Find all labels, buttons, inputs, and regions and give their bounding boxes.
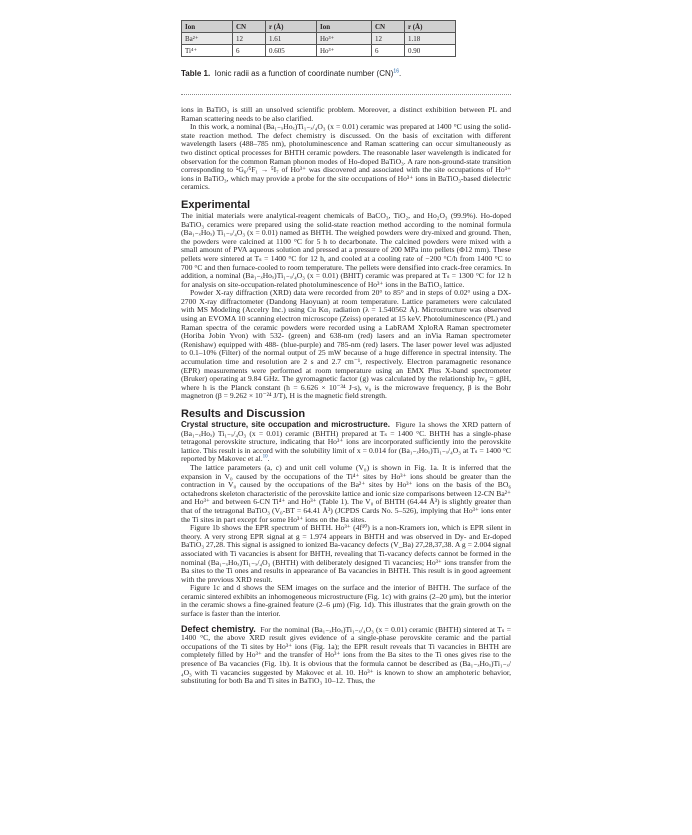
- experimental-heading: Experimental: [181, 198, 251, 211]
- defect-chemistry-text: For the nominal (Ba₁₋ₓHoₓ)Ti₁₋ₓ/₄O₃ (x = 0.01) ceramic (BHTH) sintered at Tₛ = 1400 °C, the above XRD result gives evidence of a single-phase perovskite ceramic and the partial occupations of the Ti sites by Ho³⁺ ions (Fig. 1a); the EPR result reveals that Ti vacancies in BHTH are completely filled by Ho³⁺ and the transfer of Ho³⁺ ions from the Ba sites to the Ti ones gives rise to the presence of Ba vacancies (Fig. 1b). It is obvious that the formula cannot be described as (Ba₁₋ₓHoₓ)Ti₁₋ₓ/₄O₃ with Ti vacancies suggested by Makovec et al. 10. Ho³⁺ is known to show an amphoteric behavior, substituting for both Ba and Ti sites in BaTiO₃ 10–12. Thus, the: [181, 624, 511, 686]
- results-paragraph: The lattice parameters (a, c) and unit cell volume (V₀) is shown in Fig. 1a. It is inferred that the expansion in V₀ caused by the occupations of the Ti⁴⁺ sites by Ho³⁺ ions should be greater than the contraction in V₀ caused by the occupations of the Ba²⁺ sites by Ho³⁺ ions on the basis of the BO₆ octahedrons skeleton characteristic of the perovskite lattice and ionic size comparisons between 12-CN Ba²⁺ and Ho³⁺ and between 6-CN Ti⁴⁺ and Ho³⁺ (Table 1). The V₀ of BHTH (64.44 Å³) is slightly greater than that of the tetragonal BaTiO₃ (V₀-BT = 64.41 Å³) (JCPDS Cards No. 5–526), implying that Ho³⁺ ions enter the Ti sites in part except for some Ho³⁺ ions on the Ba sites.: [181, 462, 511, 524]
- subsection-title: Crystal structure, site occupation and microstructure.: [181, 420, 390, 429]
- table-cell: 12: [372, 33, 405, 45]
- table-cell: Ti⁴⁺: [182, 45, 233, 57]
- results-paragraph: Figure 1c and d shows the SEM images on the surface and the interior of BHTH. The surface of the ceramic sintered exhibits an inhomogeneous microstructure (Fig. 1c) with grains (2–20 μm), but the interior in the ceramic shows a fine-grained feature (2–6 μm) (Fig. 1d). This illustrates that the grain growth on the surface is faster than the interior.: [181, 583, 511, 619]
- subsection-title: Defect chemistry.: [181, 623, 256, 634]
- ionic-radii-table: [181, 20, 456, 57]
- table-header-cell: Ion: [182, 21, 233, 33]
- table-cell: 1.18: [405, 33, 456, 45]
- table-header-cell: r (Å): [266, 21, 317, 33]
- intro-paragraph: In this work, a nominal (Ba₁₋ₓHoₓ)Ti₁₋ₓ/₄O₃ (x = 0.01) ceramic was prepared at 1400 °C using the solid-state reaction method. The defect chemistry is discussed. On the basis of excitation with different wavelength lasers (488–785 nm), photoluminescence and Raman scattering can occur simultaneously as two distinct optical processes for BHTH ceramic powders. The reasonable laser wavelength is indicated for observation for the common Raman phonon modes of Ho-doped BaTiO₃. A rare non-ground-state transition corresponding to ⁵G₆/⁵F₁ → ⁵I₇ of Ho³⁺ was discovered and associated with the site occupations of Ho³⁺ ions in BaTiO₃, which may provide a probe for the site occupations of Ho³⁺ ions in BaTiO₃-based dielectric ceramics.: [181, 122, 511, 192]
- table-cell: 12: [233, 33, 266, 45]
- table-row: [182, 33, 456, 45]
- table-header-cell: r (Å): [405, 21, 456, 33]
- table-cell: 0.605: [266, 45, 317, 57]
- table-header-cell: Ion: [317, 21, 372, 33]
- results-heading: Results and Discussion: [181, 408, 306, 420]
- results-paragraph: Crystal structure, site occupation and microstructure. Figure 1a shows the XRD pattern of (Ba₁₋ₓHoₓ) Ti₁₋ₓ/₄O₃ (x = 0.01) ceramic (BHTH) prepared at Tₛ = 1400 °C. BHTH has a single-phase tetragonal perovskite structure, indicating that Ho³⁺ ions are incorporated sufficiently into the perovskite lattice. This result is in accord with the solubility limit of x = 0.014 for (Ba₁₋ₓHoₓ)Ti₁₋ₓ/₄O₃ at Tₛ = 1400 °C reported by Makovec et al.$^{10}$.: [181, 420, 512, 464]
- results-paragraph-text: Figure 1a shows the XRD pattern of (Ba₁₋ₓHoₓ) Ti₁₋ₓ/₄O₃ (x = 0.01) ceramic (BHTH) prepared at Tₛ = 1400 °C. BHTH has a single-phase tetragonal perovskite structure, indicating that Ho³⁺ ions are incorporated sufficiently into the perovskite lattice. This result is in accord with the solubility limit of x = 0.014 for (Ba₁₋ₓHoₓ)Ti₁₋ₓ/₄O₃ at Tₛ = 1400 °C reported by Makovec et al.: [181, 420, 512, 464]
- caption-text: Ionic radii as a function of coordinate number (CN): [214, 69, 394, 78]
- table-cell: Ba²⁺: [182, 33, 233, 45]
- section-divider: [181, 94, 511, 95]
- caption-ref[interactable]: 16: [393, 68, 399, 75]
- citation-ref[interactable]: 10: [262, 454, 268, 460]
- table-cell: 1.61: [266, 33, 317, 45]
- table-cell: 6: [233, 45, 266, 57]
- table-cell: Ho³⁺: [317, 33, 372, 45]
- table-caption: [181, 69, 401, 78]
- table-cell: Ho³⁺: [317, 45, 372, 57]
- table-header-cell: CN: [233, 21, 266, 33]
- table-row: [182, 45, 456, 57]
- defect-chemistry-paragraph: [181, 625, 511, 686]
- table-header-row: [182, 21, 456, 33]
- table-header-cell: CN: [372, 21, 405, 33]
- results-paragraph: Figure 1b shows the EPR spectrum of BHTH. Ho³⁺ (4f¹⁰) is a non-Kramers ion, which is EPR silent in theory. A very strong EPR signal at g = 1.974 appears in BHTH and was observed in Dy- and Er-doped BaTiO₃ 27,28. This signal is assigned to ionized Ba-vacancy defects (V_Ba) 27,28,37,38. A g = 2.004 signal associated with Ti vacancies is absent for BHTH, revealing that Ti-vacancy defects cannot be formed in the nominal (Ba₁₋ₓHoₓ)Ti₁₋ₓ/₄O₃ (BHTH) with deliberately designed Ti vacancies; Ho³⁺ ions transfer from the Ba sites to the Ti ones and results in appearance of Ba vacancies in BHTH. This result is in good agreement with the previous XRD result.: [181, 523, 511, 584]
- intro-paragraph: ions in BaTiO₃ is still an unsolved scientific problem. Moreover, a distinct exhibition between PL and Raman scattering needs to be also clarified.: [181, 105, 511, 123]
- article-body: [181, 106, 511, 686]
- experimental-paragraph: Powder X-ray diffraction (XRD) data were recorded from 20° to 85° and in steps of 0.02° using a DX-2700 X-ray diffractometer (Dandong Haoyuan) at room temperature. Lattice parameters were calculated with MS Modeling (Accelry Inc.) using Cu Kα₁ radiation (λ = 1.540562 Å). Microstructure was observed using an EVOMA 10 scanning electron microscope (Zeiss) operated at 15 keV. Photoluminescence (PL) and Raman spectra of the ceramic powders were recorded using a LabRAM XploRA Raman spectrometer (Horiba Jobin Yvon) with 532- (green) and 638-nm (red) lasers and an inVia Raman spectrometer (Renishaw) equipped with 488- (blue-purple) and 785-nm (red) lasers. The laser power level was adjusted to 0.1–10% (Filter) of the normal output of 25 mW because of a huge difference in spectral intensity. The accumulation time and resolution are 2 s and 2.7 cm⁻¹, respectively. Electron paramagnetic resonance (EPR) measurements were performed at room temperature using an EMX Plus X-band spectrometer (Bruker) operating at 9.84 GHz. The gyromagnetic factor (g) was calculated by the relationship hν₀ = gβH, where h is the Planck constant (h = 6.626 × 10⁻³⁴ J·s), ν₀ is the microwave frequency, β is the Bohr magnetron (β = 9.262 × 10⁻²⁴ J/T), H is the magnetic field strength.: [181, 288, 511, 401]
- table-cell: 6: [372, 45, 405, 57]
- caption-label: Table 1.: [181, 69, 211, 78]
- experimental-paragraph: The initial materials were analytical-reagent chemicals of BaCO₃, TiO₂, and Ho₂O₃ (99.9%). Ho-doped BaTiO₃ ceramics were prepared using the solid-state reaction method according to the nominal formula (Ba₁₋ₓHoₓ) Ti₁₋ₓ/₄O₃ (x = 0.01) named as BHTH. The weighed powders were dry-mixed and ground. Then, the powders were calcined at 1100 °C for 5 h to decarbonate. The calcined powders were mixed with a small amount of PVA aqueous solution and pressed at a pressure of 200 MPa into pellets (Φ12 mm). These pellets were sintered at Tₛ = 1400 °C for 12 h, and cooled at a cooling rate of −200 °C/h from 1400 °C to 700 °C and then furnace-cooled to room temperature. The pellets were densified into crack-free ceramics. In addition, a nominal (Ba₁₋ₓHoₓ)Ti₁₋ₓ/₄O₃ (x = 0.01) (BHIT) ceramic was prepared at Tₛ = 1300 °C for 12 h for analysis on site-occupation-related photoluminescence of Ho³⁺ ions in the BaTiO₃ lattice.: [181, 210, 511, 289]
- table-cell: 0.90: [405, 45, 456, 57]
- caption-end: .: [398, 69, 402, 78]
